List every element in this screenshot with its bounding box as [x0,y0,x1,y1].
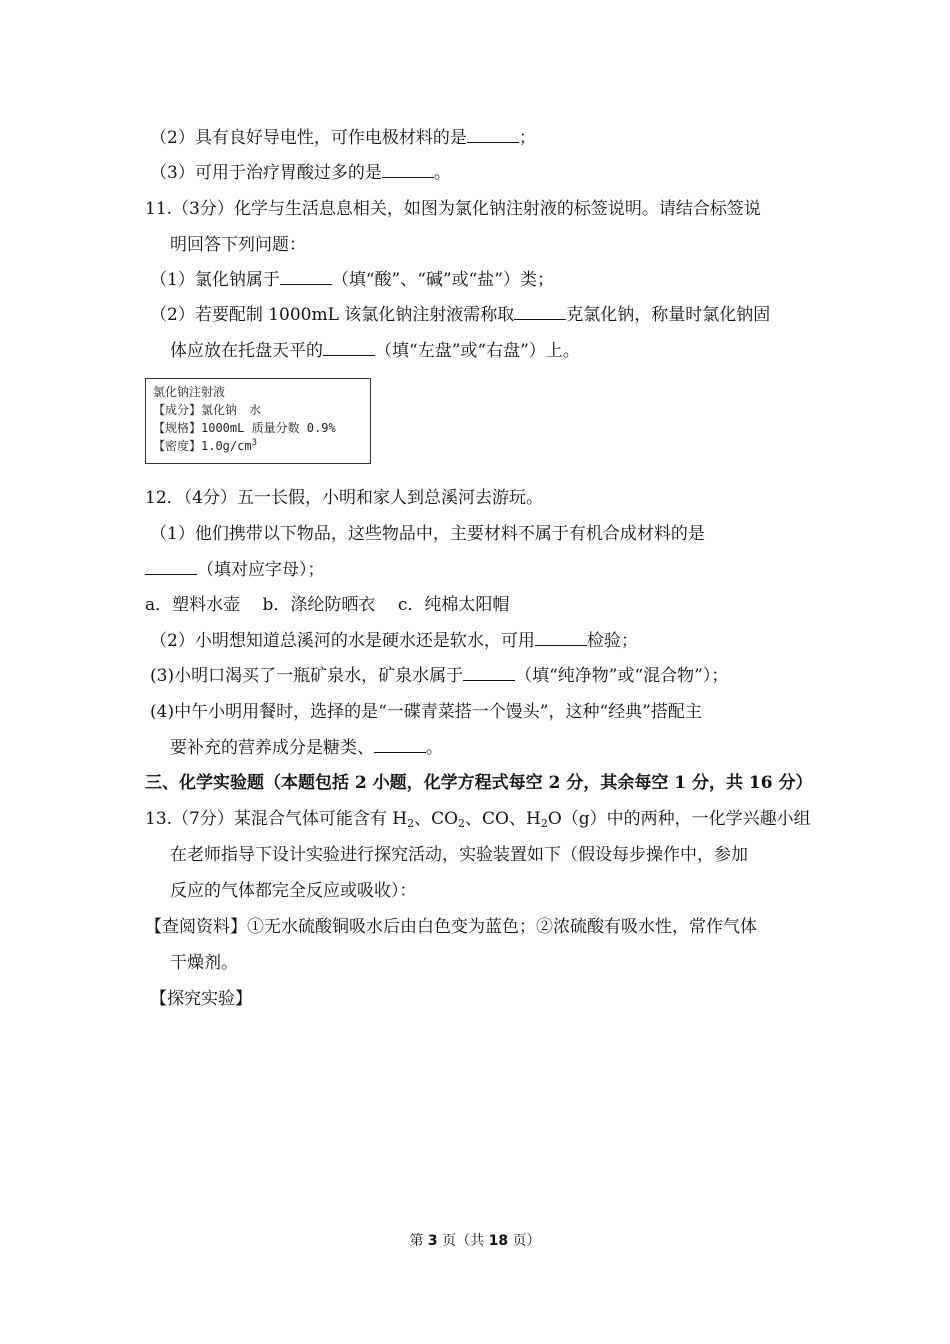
q13-reference: 【查阅资料】①无水硫酸铜吸水后由白色变为蓝色；②浓硫酸有吸水性，常作气体 [145,917,757,937]
text: 体应放在托盘天平的 [170,341,323,361]
page-total: 18 [488,1233,509,1249]
q10-item-3 [150,163,451,183]
text: 13.（7分）某混合气体可能含有 H [145,809,408,829]
page-footer [0,1230,950,1250]
superscript: 3 [251,438,257,448]
text: 要补充的营养成分是糖类、 [170,738,374,758]
text: 第 [409,1233,428,1249]
q12-options: a．塑料水壶 b．涤纶防晒衣 c．纯棉太阳帽 [145,595,510,615]
q12-item-4: (4)中午小明用餐时，选择的是“一碟青菜搭一个馒头”，这种“经典”搭配主 [150,702,702,722]
subscript: 2 [458,817,466,830]
answer-blank [514,305,566,320]
label-spec: 【规格】1000mL 质量分数 0.9% [153,421,336,435]
q13-experiment-heading: 【探究实验】 [150,989,252,1009]
text: （2）若要配制 1000mL 该氯化钠注射液需称取 [150,305,515,325]
answer-blank [374,738,426,753]
q11-stem-cont: 明回答下列问题： [170,235,306,255]
q10-item-2 [150,128,536,148]
q13-reference-cont: 干燥剂。 [170,953,238,973]
q13-stem [145,809,811,829]
answer-blank [323,341,375,356]
q13-stem-cont-1: 在老师指导下设计实验进行探究活动，实验装置如下（假设每步操作中，参加 [170,845,748,865]
text: （填对应字母）； [197,560,325,580]
subscript: 2 [540,817,548,830]
q12-item-1-cont [145,560,325,580]
saline-label-box [145,378,371,464]
q11-item-2-cont [170,341,580,361]
text: 克氯化钠，称量时氯化钠固 [566,305,771,325]
q11-item-1 [150,270,554,290]
q12-item-3 [150,666,728,686]
page-number: 3 [427,1233,438,1249]
text: 。 [433,163,451,183]
q11-item-2 [150,305,770,325]
text: 【密度】1.0g/cm [153,439,252,453]
text: （填“酸”、“碱”或“盐”）类； [331,270,554,290]
subscript: 2 [407,817,415,830]
text: （2）具有良好导电性，可作电极材料的是 [150,128,467,148]
text: （填“左盘”或“右盘”）上。 [375,341,580,361]
q12-item-2 [150,631,638,651]
q11-stem: 11.（3分）化学与生活息息相关，如图为氯化钠注射液的标签说明。请结合标签说 [145,199,761,219]
q12-item-4-cont [170,738,443,758]
answer-blank [280,270,332,285]
text: 页（共 [437,1233,489,1249]
text: （1）氯化钠属于 [150,270,280,290]
text: 。 [426,738,443,758]
answer-blank [467,128,519,143]
label-title: 氯化钠注射液 [153,385,226,399]
answer-blank [535,631,587,646]
text: ； [518,128,536,148]
answer-blank [382,163,434,178]
text: O（g）中的两种，一化学兴趣小组 [547,809,811,829]
q12-item-1: （1）他们携带以下物品，这些物品中，主要材料不属于有机合成材料的是 [150,524,705,544]
q13-stem-cont-2: 反应的气体都完全反应或吸收）： [170,881,417,901]
answer-blank [145,560,197,575]
text: 、CO、H [465,809,541,829]
section-3-heading: 三、化学实验题（本题包括 2 小题，化学方程式每空 2 分，其余每空 1 分，共 16 分） [145,773,813,793]
text: 页） [508,1233,541,1249]
text: （2）小明想知道总溪河的水是硬水还是软水，可用 [150,631,535,651]
text: （3）可用于治疗胃酸过多的是 [150,163,382,183]
q12-stem: 12．（4分）五一长假，小明和家人到总溪河去游玩。 [145,488,543,508]
text: (3)小明口渴买了一瓶矿泉水，矿泉水属于 [150,666,464,686]
text: 检验； [586,631,638,651]
answer-blank [463,666,515,681]
text: （填“纯净物”或“混合物”）； [515,666,729,686]
text: 、CO [414,809,459,829]
label-density [153,437,370,455]
label-ingredients: 【成分】氯化钠 水 [153,403,262,417]
